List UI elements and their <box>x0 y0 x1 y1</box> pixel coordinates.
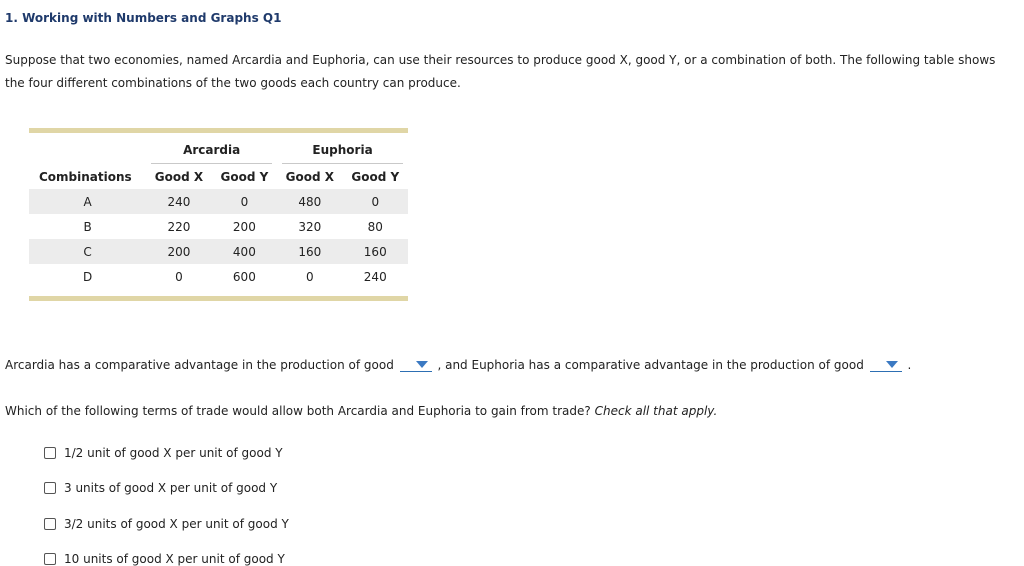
table-cell: 240 <box>146 189 211 214</box>
table-bottom-rule <box>29 296 408 301</box>
column-header-arcardia-good-x: Good X <box>154 170 204 184</box>
table-cell: 160 <box>343 239 408 264</box>
table-cell: 240 <box>363 269 387 284</box>
table-cell: 0 <box>305 269 314 284</box>
chevron-down-icon <box>416 361 428 368</box>
table-cell: 0 <box>212 189 277 214</box>
table-cell: 400 <box>212 239 277 264</box>
table-cell: 0 <box>343 189 408 214</box>
column-header-combinations: Combinations <box>39 170 132 184</box>
option-half-unit[interactable]: 1/2 unit of good X per unit of good Y <box>44 446 283 460</box>
country-header-arcardia: Arcardia <box>146 143 277 165</box>
option-3-units[interactable]: 3 units of good X per unit of good Y <box>44 481 277 495</box>
table-cell: 480 <box>277 189 342 214</box>
row-label: C <box>29 239 146 264</box>
comparative-advantage-sentence: Arcardia has a comparative advantage in the production of good , and Euphoria has a comparative advantage in the production of good . <box>5 358 912 372</box>
table-cell: 200 <box>232 219 256 234</box>
option-3-halves-units[interactable]: 3/2 units of good X per unit of good Y <box>44 517 289 531</box>
checkbox[interactable] <box>44 518 56 530</box>
table-cell: 200 <box>146 239 211 264</box>
table-cell: 160 <box>277 239 342 264</box>
arcardia-good-dropdown[interactable] <box>400 357 432 372</box>
row-label: D <box>83 269 93 284</box>
instruction-text: Check all that apply. <box>594 404 718 418</box>
table-row <box>29 189 408 214</box>
table-row <box>29 239 408 264</box>
production-table <box>29 128 408 301</box>
row-label: A <box>29 189 146 214</box>
row-label: B <box>83 219 92 234</box>
table-top-rule <box>29 128 408 133</box>
table-cell: 0 <box>175 269 183 284</box>
table-row <box>29 214 408 239</box>
question-title: 1. Working with Numbers and Graphs Q1 <box>5 11 282 25</box>
table-cell: 600 <box>232 269 256 284</box>
table-cell: 320 <box>298 219 322 234</box>
country-header-euphoria: Euphoria <box>277 143 408 165</box>
table-cell: 220 <box>167 219 191 234</box>
euphoria-good-dropdown[interactable] <box>870 357 902 372</box>
column-header-arcardia-good-y: Good Y <box>220 170 269 184</box>
column-header-euphoria-good-x: Good X <box>285 170 334 184</box>
checkbox[interactable] <box>44 553 56 565</box>
table-row <box>29 264 408 289</box>
checkbox[interactable] <box>44 482 56 494</box>
terms-of-trade-question: Which of the following terms of trade would allow both Arcardia and Euphoria to gain from trade? Check all that apply. <box>5 404 718 418</box>
chevron-down-icon <box>886 361 898 368</box>
option-10-units[interactable]: 10 units of good X per unit of good Y <box>44 552 285 566</box>
table-cell: 80 <box>367 219 383 234</box>
checkbox[interactable] <box>44 447 56 459</box>
column-header-euphoria-good-y: Good Y <box>351 170 400 184</box>
intro-paragraph: Suppose that two economies, named Arcardia and Euphoria, can use their resources to produce good X, good Y, or a combination of both. The following table shows the four different combinations of the two goods each country can produce. <box>5 53 996 90</box>
